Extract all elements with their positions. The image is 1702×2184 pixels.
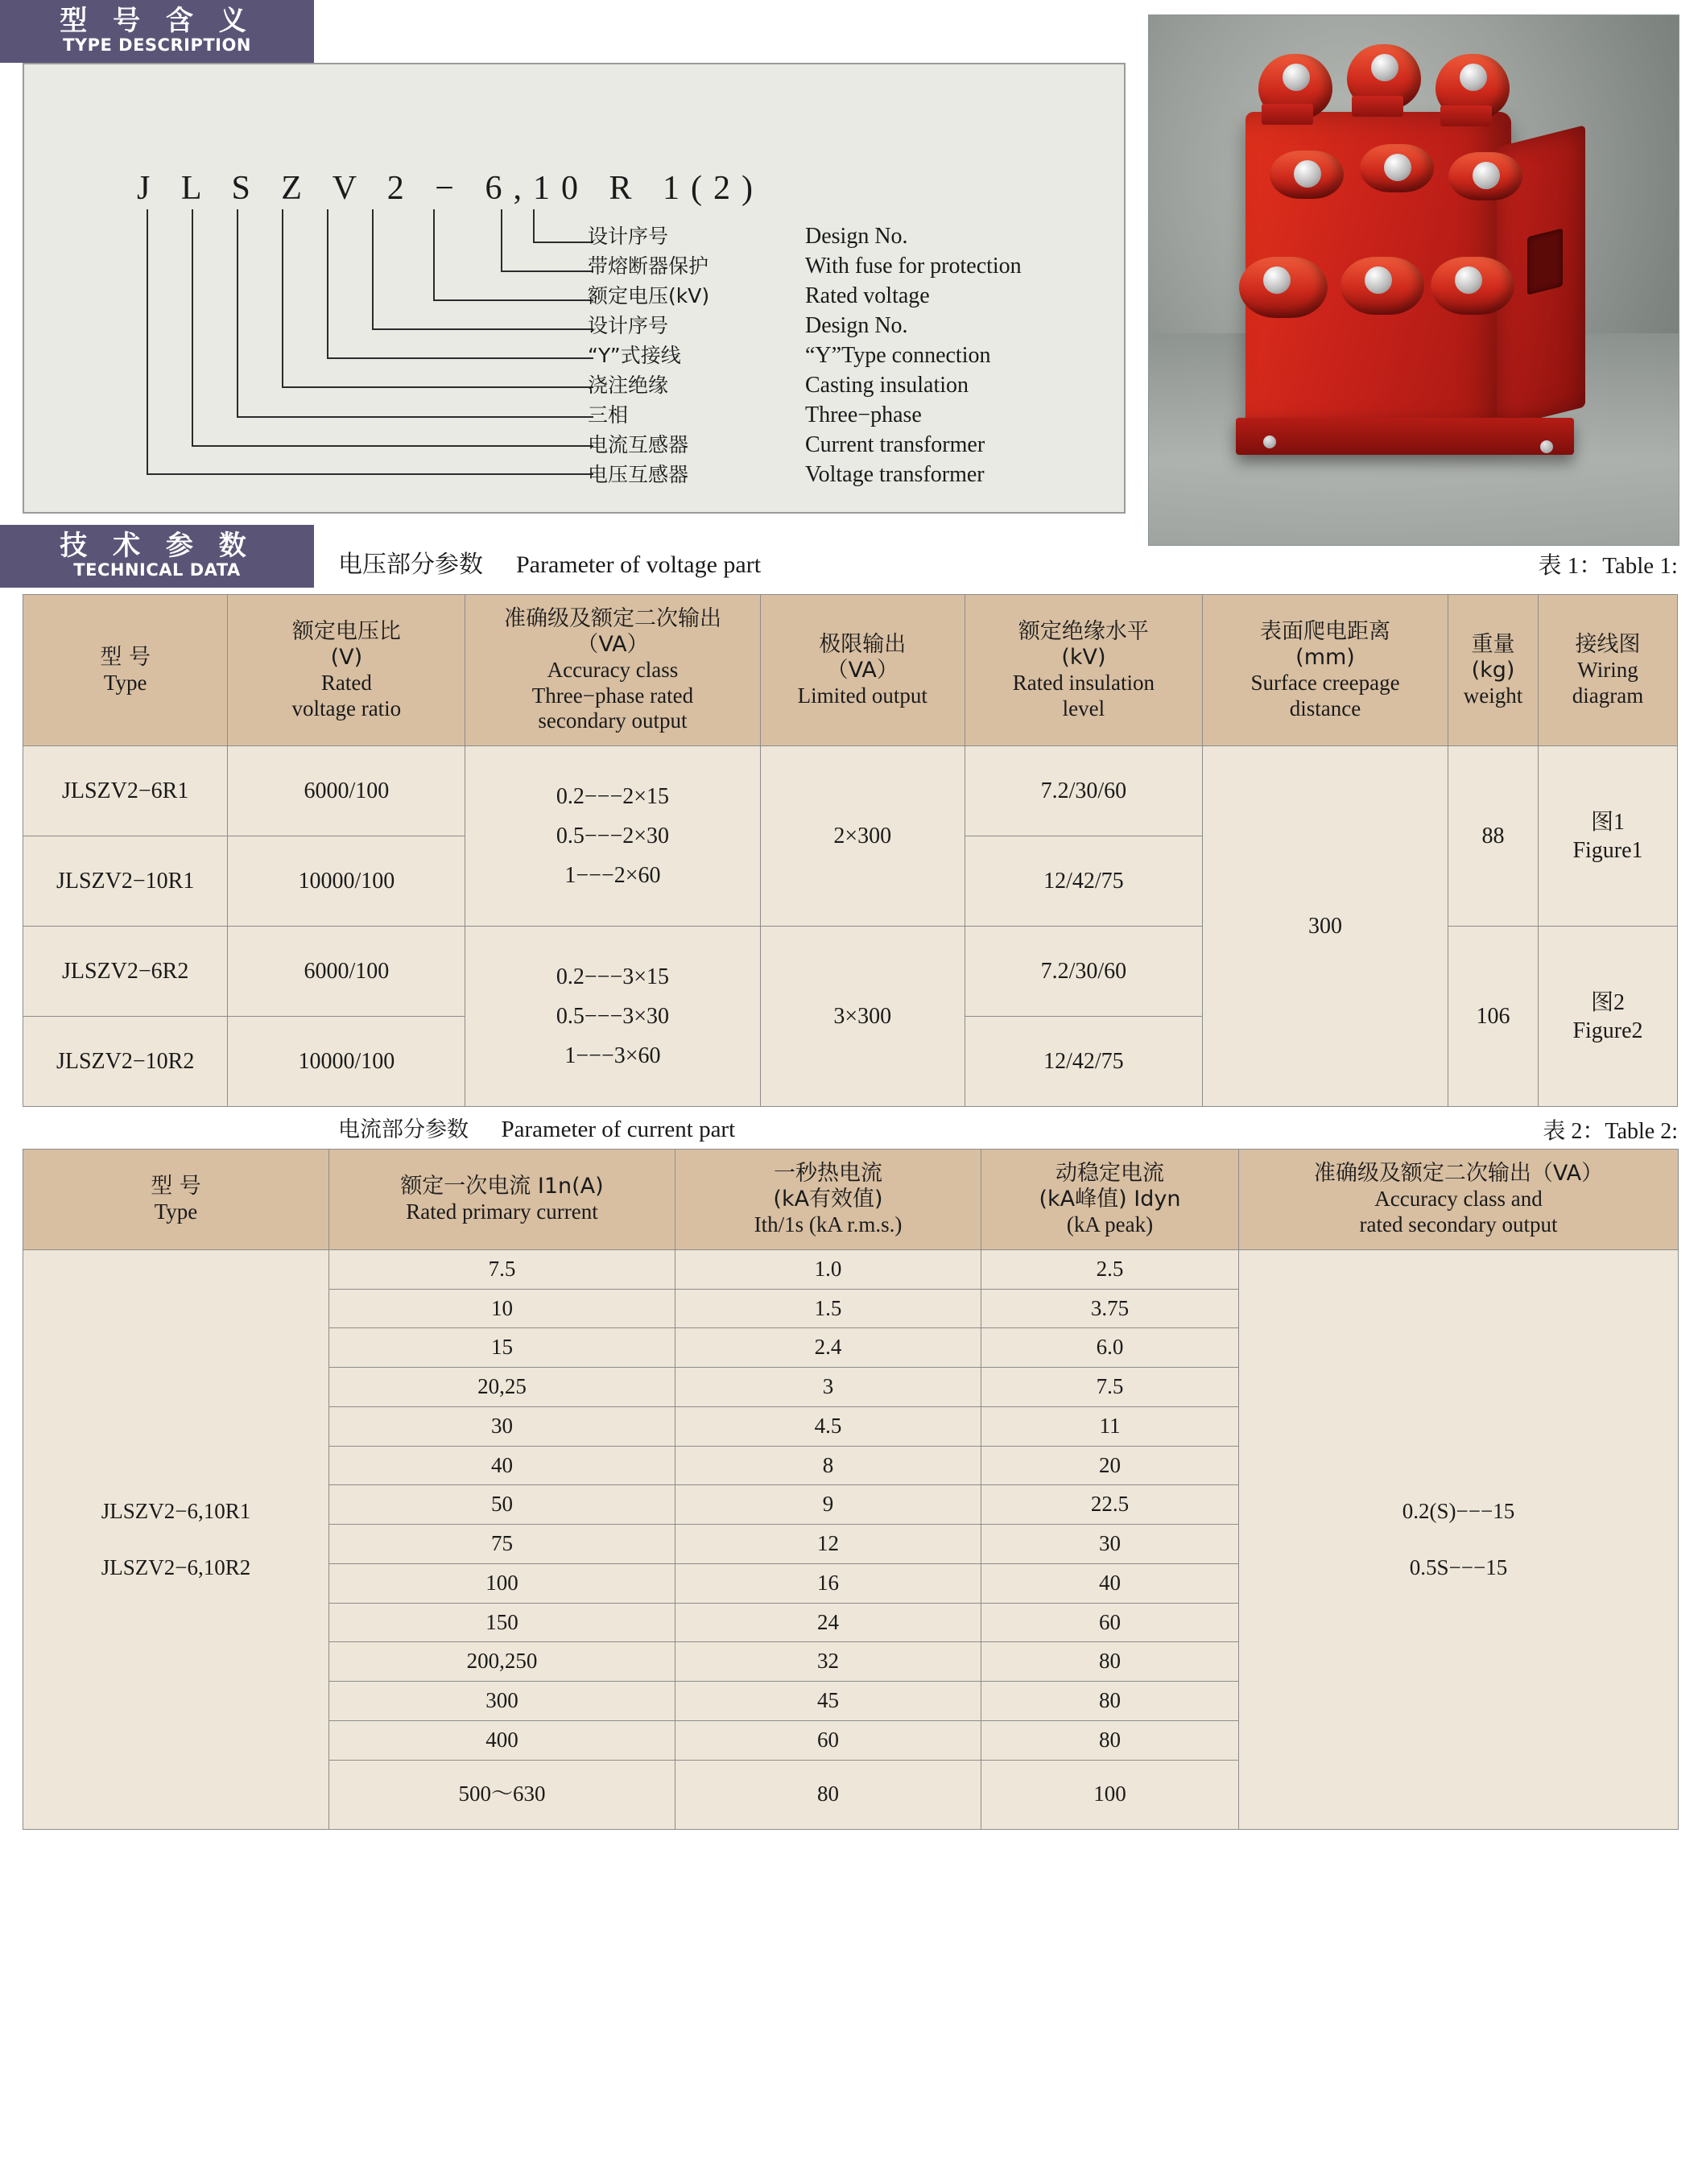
th-rvr-unit: (V) xyxy=(330,644,363,670)
cell-insulation: 7.2/30/60 xyxy=(965,746,1202,836)
bushing-icon xyxy=(1431,257,1514,315)
cell-thermal-current: 3 xyxy=(675,1368,981,1407)
leader-line-horizontal xyxy=(282,386,593,388)
leader-line-vertical xyxy=(237,209,238,418)
th-lim-en: Limited output xyxy=(797,683,927,708)
legend-item-en: With fuse for protection xyxy=(805,254,1022,279)
cell-insulation: 12/42/75 xyxy=(965,1017,1202,1107)
cell-weight-group2: 106 xyxy=(1448,927,1539,1107)
th-rvr-en1: Rated xyxy=(320,670,372,695)
th-rated-primary-current xyxy=(329,1150,675,1250)
th-rvr-cn: 额定电压比 xyxy=(291,618,401,644)
legend-item-cn: 额定电压(kV) xyxy=(588,284,710,308)
cell-weight-group1: 88 xyxy=(1448,746,1539,927)
cell-dynamic-current: 60 xyxy=(981,1603,1239,1642)
th2-dyn-en: (kA peak) xyxy=(1066,1212,1154,1237)
cell-primary-current: 15 xyxy=(329,1328,675,1368)
type-code-diagram xyxy=(23,63,1126,514)
cell-primary-current: 75 xyxy=(329,1525,675,1564)
leader-line-horizontal xyxy=(192,445,593,447)
table2-header-row xyxy=(23,1150,1679,1250)
th-wd-en2: diagram xyxy=(1572,683,1644,708)
table2-caption-row xyxy=(0,1107,1702,1149)
th-cre-en1: Surface creepage xyxy=(1250,670,1400,695)
accuracy-line: 0.2(S)−−−15 xyxy=(1402,1499,1515,1524)
th-wt-unit: (kg) xyxy=(1471,657,1515,683)
cell-thermal-current: 1.5 xyxy=(675,1289,981,1328)
screw-icon xyxy=(1540,440,1553,453)
cell-wiring-group1 xyxy=(1539,746,1678,927)
th-lim-unit: （VA） xyxy=(826,657,899,683)
accuracy-line: 0.2−−−3×15 xyxy=(556,964,670,990)
th-ins-en1: Rated insulation xyxy=(1012,670,1155,695)
table2-caption-en: Parameter of current part xyxy=(501,1117,736,1143)
th-accuracy-class xyxy=(1239,1150,1679,1250)
th-type xyxy=(23,595,228,746)
th2-thermal-cn2: (kA有效值) xyxy=(773,1187,883,1212)
table-row xyxy=(23,746,1678,836)
leader-line-vertical xyxy=(282,209,283,388)
terminal-lug xyxy=(1440,105,1492,126)
legend-item-en: Casting insulation xyxy=(805,373,969,398)
legend-item-cn: 带熔断器保护 xyxy=(588,254,709,278)
th-cre-unit: (mm) xyxy=(1295,644,1355,670)
table1-number-label: 表 1：Table 1: xyxy=(1538,553,1678,579)
cell-dynamic-current: 100 xyxy=(981,1760,1239,1829)
cell-primary-current: 40 xyxy=(329,1446,675,1485)
th-wd-cn: 接线图 xyxy=(1575,631,1641,657)
table2-caption xyxy=(338,1112,735,1143)
table2-number-label: 表 2：Table 2: xyxy=(1543,1119,1678,1145)
table1-caption-cn: 电压部分参数 xyxy=(338,551,483,579)
legend-item-en: Rated voltage xyxy=(805,283,930,308)
table1-header-row xyxy=(23,595,1678,746)
th-lim-cn: 极限输出 xyxy=(819,631,907,657)
type-line: JLSZV2−6,10R2 xyxy=(101,1555,251,1580)
th2-thermal-cn1: 一秒热电流 xyxy=(774,1161,882,1187)
legend-item xyxy=(588,374,1022,404)
bushing-icon xyxy=(1270,151,1344,199)
screw-icon xyxy=(1263,436,1276,448)
cell-dynamic-current: 6.0 xyxy=(981,1328,1239,1368)
cell-ratio: 6000/100 xyxy=(228,746,465,836)
leader-line-horizontal xyxy=(327,357,593,359)
legend-item-en: “Y”Type connection xyxy=(805,343,991,368)
accuracy-line: 0.2−−−2×15 xyxy=(556,784,670,810)
legend-item xyxy=(588,255,1022,285)
product-photo xyxy=(1148,14,1679,546)
bushing-icon xyxy=(1341,257,1424,315)
leader-line-horizontal xyxy=(237,416,593,418)
th-cre-cn: 表面爬电距离 xyxy=(1260,618,1391,644)
cell-accuracy-group2 xyxy=(465,927,760,1107)
cell-primary-current: 20,25 xyxy=(329,1368,675,1407)
table1-caption xyxy=(338,544,761,580)
legend-item xyxy=(588,345,1022,374)
th-acc-en2: Three−phase rated xyxy=(531,683,694,708)
cell-thermal-current: 4.5 xyxy=(675,1406,981,1446)
cell-primary-current: 150 xyxy=(329,1603,675,1642)
th2-thermal-en: Ith/1s (kA r.m.s.) xyxy=(754,1212,903,1237)
accuracy-line: 0.5S−−−15 xyxy=(1409,1555,1508,1580)
legend-item-cn: 设计序号 xyxy=(588,314,669,337)
th-ins-unit: (kV) xyxy=(1061,644,1106,670)
accuracy-line: 0.5−−−2×30 xyxy=(556,824,670,849)
th2-primary-cn: 额定一次电流 I1n(A) xyxy=(400,1174,604,1199)
cell-dynamic-current: 80 xyxy=(981,1642,1239,1682)
th-ins-cn: 额定绝缘水平 xyxy=(1018,618,1149,644)
cell-limited-output-group2: 3×300 xyxy=(760,927,965,1107)
section-title-en: TYPE DESCRIPTION xyxy=(63,35,251,56)
terminal-lug xyxy=(1262,104,1313,125)
leader-line-horizontal xyxy=(533,242,593,243)
cell-type: JLSZV2−10R1 xyxy=(23,836,228,927)
cell-dynamic-current: 7.5 xyxy=(981,1368,1239,1407)
th2-type-en: Type xyxy=(154,1199,198,1224)
cell-insulation: 7.2/30/60 xyxy=(965,927,1202,1017)
cell-thermal-current: 32 xyxy=(675,1642,981,1682)
th2-primary-en: Rated primary current xyxy=(406,1199,598,1224)
cell-dynamic-current: 22.5 xyxy=(981,1485,1239,1525)
type-code-legend xyxy=(588,225,1022,493)
cell-ratio: 10000/100 xyxy=(228,1017,465,1107)
table-row xyxy=(23,1249,1679,1289)
type-description-section xyxy=(0,0,1702,514)
cell-dynamic-current: 20 xyxy=(981,1446,1239,1485)
th-limited-output xyxy=(760,595,965,746)
cell-type: JLSZV2−6R1 xyxy=(23,746,228,836)
section-header-type-description xyxy=(0,0,314,63)
cell-accuracy-group1 xyxy=(465,746,760,927)
th-wt-en: weight xyxy=(1463,683,1523,708)
leader-line-vertical xyxy=(192,209,193,447)
section-header-technical-data xyxy=(0,525,314,588)
th-cre-en2: distance xyxy=(1289,696,1361,720)
leader-line-vertical xyxy=(372,209,374,330)
bushing-icon xyxy=(1360,144,1434,192)
cell-dynamic-current: 30 xyxy=(981,1525,1239,1564)
cell-primary-current: 300 xyxy=(329,1682,675,1721)
th-acc-cn: 准确级及额定二次输出 xyxy=(503,606,721,631)
th2-acc-en1: Accuracy class and xyxy=(1374,1187,1543,1212)
leader-line-vertical xyxy=(327,209,328,359)
th-rated-voltage-ratio xyxy=(228,595,465,746)
cell-accuracy-list xyxy=(1239,1249,1679,1829)
bushing-icon xyxy=(1239,257,1328,318)
legend-item xyxy=(588,225,1022,255)
leader-line-vertical xyxy=(533,209,535,243)
type-line: JLSZV2−6,10R1 xyxy=(101,1499,251,1524)
th2-acc-cn: 准确级及额定二次输出（VA） xyxy=(1313,1161,1604,1187)
cell-primary-current: 200,250 xyxy=(329,1642,675,1682)
wiring-cn: 图2 xyxy=(1590,989,1625,1015)
section-title-cn: 技 术 参 数 xyxy=(60,529,254,562)
accuracy-line: 0.5−−−3×30 xyxy=(556,1004,670,1030)
cell-primary-current: 30 xyxy=(329,1406,675,1446)
wiring-en: Figure1 xyxy=(1572,837,1643,863)
cell-type-list xyxy=(23,1249,329,1829)
th-ins-en2: level xyxy=(1062,696,1105,720)
legend-item xyxy=(588,404,1022,434)
legend-item-cn: 设计序号 xyxy=(588,225,669,248)
th-creepage-distance xyxy=(1202,595,1448,746)
terminal-lug xyxy=(1352,96,1403,117)
legend-item xyxy=(588,464,1022,493)
leader-line-horizontal xyxy=(372,328,593,330)
th-thermal-current xyxy=(675,1150,981,1250)
bushing-icon xyxy=(1448,152,1522,200)
cell-thermal-current: 80 xyxy=(675,1760,981,1829)
cell-dynamic-current: 40 xyxy=(981,1563,1239,1603)
th-wiring-diagram xyxy=(1539,595,1678,746)
technical-data-section xyxy=(0,525,1702,1830)
cell-thermal-current: 2.4 xyxy=(675,1328,981,1368)
table1-caption-en: Parameter of voltage part xyxy=(516,551,762,578)
accuracy-line: 1−−−2×60 xyxy=(564,863,661,889)
cell-primary-current: 10 xyxy=(329,1289,675,1328)
cell-thermal-current: 24 xyxy=(675,1603,981,1642)
cell-primary-current: 7.5 xyxy=(329,1249,675,1289)
legend-item-en: Three−phase xyxy=(805,403,922,427)
cell-thermal-current: 60 xyxy=(675,1720,981,1760)
current-part-table xyxy=(23,1149,1679,1829)
cell-primary-current: 50 xyxy=(329,1485,675,1525)
cell-creepage: 300 xyxy=(1202,746,1448,1107)
leader-line-horizontal xyxy=(501,270,593,272)
cell-dynamic-current: 2.5 xyxy=(981,1249,1239,1289)
cell-thermal-current: 9 xyxy=(675,1485,981,1525)
legend-item xyxy=(588,285,1022,315)
leader-line-vertical xyxy=(433,209,435,301)
cell-ratio: 6000/100 xyxy=(228,927,465,1017)
cell-insulation: 12/42/75 xyxy=(965,836,1202,927)
th-weight xyxy=(1448,595,1539,746)
cell-wiring-group2 xyxy=(1539,927,1678,1107)
th2-acc-en2: rated secondary output xyxy=(1359,1212,1558,1237)
th-type-cn: 型 号 xyxy=(100,644,151,670)
th-wt-cn: 重量 xyxy=(1471,631,1515,657)
cell-thermal-current: 12 xyxy=(675,1525,981,1564)
th-insulation-level xyxy=(965,595,1202,746)
section-title-en: TECHNICAL DATA xyxy=(73,560,241,580)
voltage-part-table xyxy=(23,594,1678,1107)
th-dynamic-current xyxy=(981,1150,1239,1250)
th-rvr-en2: voltage ratio xyxy=(291,696,402,720)
cell-primary-current: 500～630 xyxy=(329,1760,675,1829)
transformer-side-slot xyxy=(1527,229,1563,295)
cell-limited-output-group1: 2×300 xyxy=(760,746,965,927)
th-acc-unit: （VA） xyxy=(576,631,649,657)
legend-item-cn: 电流互感器 xyxy=(588,433,689,456)
accuracy-line: 1−−−3×60 xyxy=(564,1043,661,1069)
cell-primary-current: 100 xyxy=(329,1563,675,1603)
cell-dynamic-current: 80 xyxy=(981,1720,1239,1760)
th-wd-en1: Wiring xyxy=(1577,657,1638,682)
th-acc-en1: Accuracy class xyxy=(547,657,679,682)
legend-item-cn: 三相 xyxy=(588,403,629,427)
th2-dyn-cn1: 动稳定电流 xyxy=(1055,1161,1164,1187)
cell-thermal-current: 8 xyxy=(675,1446,981,1485)
th-type-en: Type xyxy=(103,670,147,695)
th-type xyxy=(23,1150,329,1250)
legend-item-cn: “Y”式接线 xyxy=(588,344,681,367)
th2-dyn-cn2: (kA峰值) Idyn xyxy=(1039,1187,1181,1212)
leader-line-vertical xyxy=(501,209,502,272)
cell-primary-current: 400 xyxy=(329,1720,675,1760)
legend-item-cn: 电压互感器 xyxy=(588,463,689,486)
wiring-cn: 图1 xyxy=(1590,809,1625,835)
section-title-cn: 型 号 含 义 xyxy=(60,4,254,37)
wiring-en: Figure2 xyxy=(1572,1018,1643,1043)
legend-item-cn: 浇注绝缘 xyxy=(588,374,669,397)
th-accuracy-class xyxy=(465,595,760,746)
type-code-text: J L S Z V 2 − 6,10 R 1(2) xyxy=(137,170,764,207)
cell-thermal-current: 16 xyxy=(675,1563,981,1603)
table2-caption-cn: 电流部分参数 xyxy=(338,1117,469,1143)
leader-line-horizontal xyxy=(147,473,593,475)
cell-dynamic-current: 11 xyxy=(981,1406,1239,1446)
legend-item-en: Current transformer xyxy=(805,432,985,457)
legend-item-en: Voltage transformer xyxy=(805,462,985,487)
legend-item xyxy=(588,315,1022,345)
cell-dynamic-current: 3.75 xyxy=(981,1289,1239,1328)
legend-item-en: Design No. xyxy=(805,224,908,249)
legend-item-en: Design No. xyxy=(805,313,908,338)
cell-dynamic-current: 80 xyxy=(981,1682,1239,1721)
cell-type: JLSZV2−6R2 xyxy=(23,927,228,1017)
cell-type: JLSZV2−10R2 xyxy=(23,1017,228,1107)
th2-type-cn: 型 号 xyxy=(151,1174,201,1199)
transformer-base xyxy=(1236,418,1574,455)
leader-line-vertical xyxy=(147,209,148,475)
cell-ratio: 10000/100 xyxy=(228,836,465,927)
leader-line-horizontal xyxy=(433,299,593,301)
cell-thermal-current: 45 xyxy=(675,1682,981,1721)
th-acc-en3: secondary output xyxy=(538,708,688,733)
legend-item xyxy=(588,434,1022,464)
cell-thermal-current: 1.0 xyxy=(675,1249,981,1289)
